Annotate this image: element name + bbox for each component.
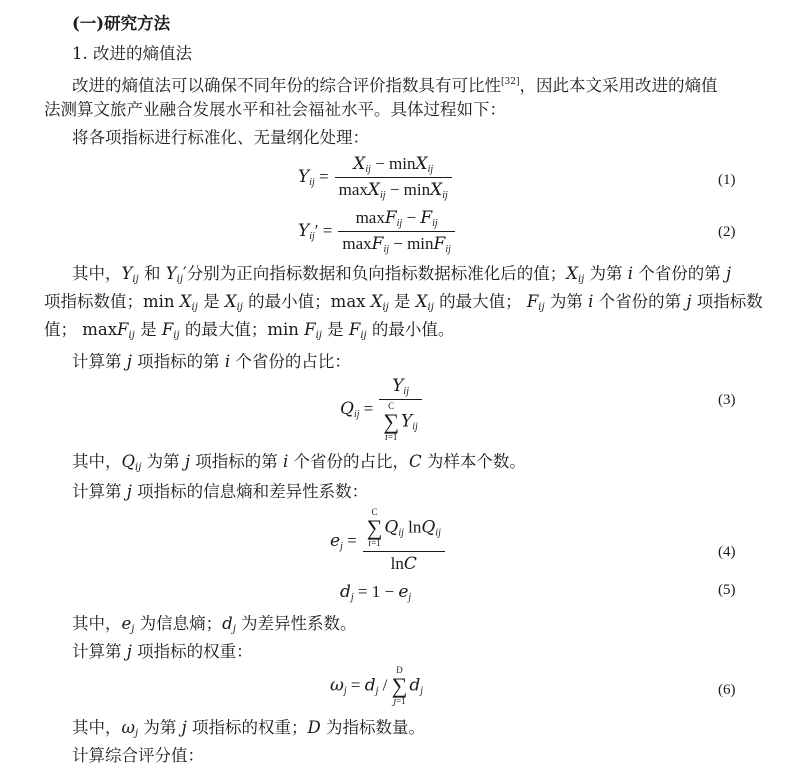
equation-5: $d_j = 1 - e_j$ <box>340 582 412 603</box>
paragraph-where1-line2: 项指标数值；$\min X_{ij}$ 是 $X_{ij}$ 的最小值；$\max X_{ij}$ 是 $X_{ij}$ 的最大值； $F_{ij}$ 为第 i 个省份的第 j 项指标数 <box>44 292 763 313</box>
paragraph-where1-line1: 其中，$Y_{ij}$ 和 $Y_{ij}'$分别为正向指标数据和负向指标数据标准化后的值；$X_{ij}$ 为第 i 个省份的第 j <box>72 264 732 285</box>
citation: [32] <box>501 77 520 87</box>
equation-number-6: (6) <box>718 682 736 698</box>
equation-4: $e_j$ = C ∑ i=1 $Q_{ij}$ lnQ$_{ij}$ lnC <box>330 508 445 574</box>
paragraph-share: 计算第 j 项指标的第 i 个省份的占比： <box>72 352 351 371</box>
equation-3: $Q_{ij}$ = $Y_{ij}$ C ∑ i=1 $Y_{ij}$ <box>340 376 422 443</box>
equation-number-3: (3) <box>718 392 736 408</box>
paragraph-where3: 其中，$e_j$ 为信息熵；$d_j$ 为差异性系数。 <box>72 614 357 635</box>
paragraph-intro-line1: 改进的熵值法可以确保不同年份的综合评价指数具有可比性[32]，因此本文采用改进的熵值 <box>72 76 718 95</box>
equation-6: $\omega_j = d_j$ / D ∑ j=1 $d_j$ <box>330 665 424 707</box>
paragraph-entropy: 计算第 j 项指标的信息熵和差异性系数： <box>72 482 369 501</box>
paragraph-where2: 其中，$Q_{ij}$ 为第 j 项指标的第 i 个省份的占比，C 为样本个数。 <box>72 452 526 473</box>
paragraph-standardize: 将各项指标进行标准化、无量纲化处理： <box>72 128 369 147</box>
equation-1: $Y_{ij}$ = $\frac{X_{ij} - \min X_{ij}}{\max X_{ij} - \min X_{ij}}$ <box>298 154 452 201</box>
equation-number-4: (4) <box>718 544 736 560</box>
paragraph-weight: 计算第 j 项指标的权重： <box>72 642 253 661</box>
paragraph-intro-line2: 法测算文旅产业融合发展水平和社会福祉水平。具体过程如下： <box>44 100 506 119</box>
subsection-heading: 1. 改进的熵值法 <box>72 44 192 63</box>
equation-number-2: (2) <box>718 224 736 240</box>
paragraph-composite: 计算综合评分值： <box>72 746 204 765</box>
section-heading: (一)研究方法 <box>72 14 171 33</box>
equation-number-5: (5) <box>718 582 736 598</box>
equation-number-1: (1) <box>718 172 736 188</box>
paragraph-where4: 其中，$\omega_j$ 为第 j 项指标的权重；D 为指标数量。 <box>72 718 425 739</box>
equation-2: $Y_{ij}'$ = $\frac{\max F_{ij} - F_{ij}}{\max F_{ij} - \min F_{ij}}$ <box>298 208 455 255</box>
paragraph-where1-line3: 值； maxF$_{ij}$ 是 $F_{ij}$ 的最大值；$\min F_{ij}$ 是 $F_{ij}$ 的最小值。 <box>44 320 455 341</box>
